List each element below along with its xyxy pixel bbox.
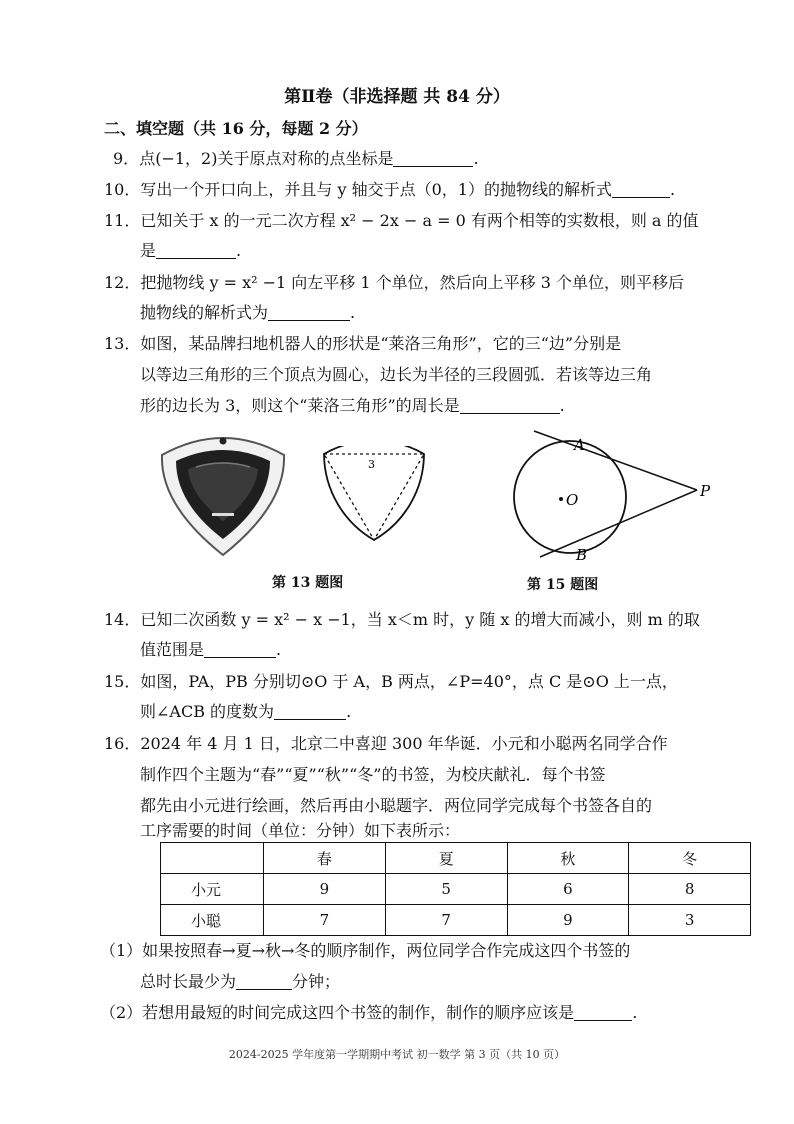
question-text: 把抛物线 y = x² −1 向左平移 1 个单位，然后向上平移 3 个单位，则平移后	[140, 273, 684, 292]
question-number: 12．	[104, 273, 141, 292]
answer-blank[interactable]	[460, 397, 560, 414]
question-15-line2	[140, 699, 351, 722]
question-text: 总时长最少为	[140, 972, 237, 991]
question-text: 如图，PA，PB 分别切⊙O 于 A，B 两点，∠P=40°，点 C 是⊙O 上一点，	[140, 672, 678, 691]
question-text: 2024 年 4 月 1 日，北京二中喜迎 300 年华诞．小元和小聪两名同学合作	[140, 734, 668, 753]
table-header-cell: 冬	[629, 843, 751, 874]
question-11-line2	[140, 238, 241, 261]
question-16-part1-line1: （1）如果按照春→夏→秋→冬的顺序制作，两位同学合作完成这四个书签的	[100, 941, 631, 960]
time-table	[160, 842, 751, 936]
answer-blank[interactable]	[236, 973, 292, 990]
table-header-cell	[161, 843, 264, 874]
question-13-line1	[104, 331, 621, 354]
question-text: 则∠ACB 的度数为	[140, 702, 275, 721]
reuleaux-triangle-figure	[318, 446, 430, 566]
period: .	[236, 241, 242, 260]
question-text: 形的边长为 3，则这个“莱洛三角形”的周长是	[140, 396, 460, 415]
table-cell: 7	[264, 905, 386, 936]
table-cell: 9	[264, 874, 386, 905]
table-row	[161, 905, 751, 936]
table-cell: 9	[507, 905, 629, 936]
figure-15-caption: 第 15 题图	[527, 577, 599, 593]
period: .	[350, 303, 356, 322]
answer-blank[interactable]	[204, 641, 276, 658]
question-11-line1	[104, 208, 699, 231]
answer-blank[interactable]	[393, 150, 473, 167]
question-text: 已知关于 x 的一元二次方程 x² − 2x − a = 0 有两个相等的实数根，则 a 的值	[140, 211, 699, 230]
robot-vacuum-photo	[156, 425, 291, 560]
question-12-line1	[104, 270, 684, 293]
table-cell: 3	[629, 905, 751, 936]
question-text: （2）若想用最短的时间完成这四个书签的制作，制作的顺序应该是	[100, 1003, 575, 1022]
question-16-part2	[100, 1000, 637, 1023]
point-o-label: O	[566, 491, 579, 509]
answer-blank[interactable]	[274, 703, 346, 720]
table-header-cell: 夏	[385, 843, 507, 874]
page-footer: 2024-2025 学年度第一学期期中考试 初一数学 第 3 页（共 10 页）	[228, 1048, 566, 1061]
question-15-line1	[104, 669, 678, 692]
period: .	[632, 1003, 638, 1022]
question-text: 是	[140, 241, 157, 260]
period: .	[559, 396, 565, 415]
point-a-label: A	[574, 436, 585, 454]
question-9	[113, 146, 479, 169]
period: .	[346, 702, 352, 721]
question-13-line3	[140, 393, 565, 416]
question-text: 值范围是	[140, 640, 205, 659]
question-number: 13．	[104, 334, 141, 353]
table-cell: 7	[385, 905, 507, 936]
section-heading: 二、填空题（共 16 分，每题 2 分）	[104, 119, 368, 138]
side-length-label: 3	[368, 458, 375, 471]
question-16-line4: 工序需要的时间（单位：分钟）如下表所示：	[140, 821, 461, 840]
period: .	[669, 180, 676, 199]
point-b-label: B	[576, 546, 588, 564]
answer-blank[interactable]	[156, 242, 236, 259]
question-number: 14．	[104, 610, 141, 629]
question-16-line1	[104, 731, 668, 754]
row-label: 小元	[161, 874, 264, 905]
answer-blank[interactable]	[574, 1004, 632, 1021]
question-text: 如图，某品牌扫地机器人的形状是“莱洛三角形”，它的三“边”分别是	[140, 334, 622, 353]
question-number: 9．	[113, 149, 140, 168]
table-cell: 8	[629, 874, 751, 905]
question-14-line2	[140, 637, 281, 660]
answer-blank[interactable]	[612, 181, 670, 198]
question-number: 10．	[104, 180, 141, 199]
table-header-row	[161, 843, 751, 874]
table-header-cell: 春	[264, 843, 386, 874]
question-number: 11．	[104, 211, 141, 230]
table-cell: 6	[507, 874, 629, 905]
question-text: 点(−1，2)关于原点对称的点坐标是	[139, 149, 394, 168]
question-12-line2	[140, 300, 355, 323]
answer-blank[interactable]	[268, 304, 350, 321]
tangent-circle-figure	[510, 430, 735, 570]
table-header-cell: 秋	[507, 843, 629, 874]
question-13-line2: 以等边三角形的三个顶点为圆心，边长为半径的三段圆弧．若该等边三角	[140, 365, 653, 384]
question-16-part1-line2	[140, 969, 340, 992]
row-label: 小聪	[161, 905, 264, 936]
question-text: 已知二次函数 y = x² − x −1，当 x＜m 时，y 随 x 的增大而减小，则 m 的取	[140, 610, 700, 629]
page-title: 第Ⅱ卷（非选择题 共 84 分）	[284, 87, 510, 107]
question-16-line2: 制作四个主题为“春”“夏”“秋”“冬”的书签，为校庆献礼．每个书签	[140, 765, 606, 784]
question-number: 16．	[104, 734, 141, 753]
question-16-line3: 都先由小元进行绘画，然后再由小聪题字．两位同学完成每个书签各自的	[140, 796, 653, 815]
point-p-label: P	[700, 482, 711, 500]
period: .	[276, 640, 282, 659]
table-row	[161, 874, 751, 905]
question-number: 15．	[104, 672, 141, 691]
figure-13-caption: 第 13 题图	[272, 575, 344, 591]
question-10	[104, 177, 675, 200]
question-text: 抛物线的解析式为	[140, 303, 269, 322]
question-text: 写出一个开口向上，并且与 y 轴交于点（0，1）的抛物线的解析式	[140, 180, 612, 199]
question-14-line1	[104, 607, 700, 630]
period: .	[473, 149, 479, 168]
question-text: 分钟；	[292, 972, 341, 991]
table-cell: 5	[385, 874, 507, 905]
